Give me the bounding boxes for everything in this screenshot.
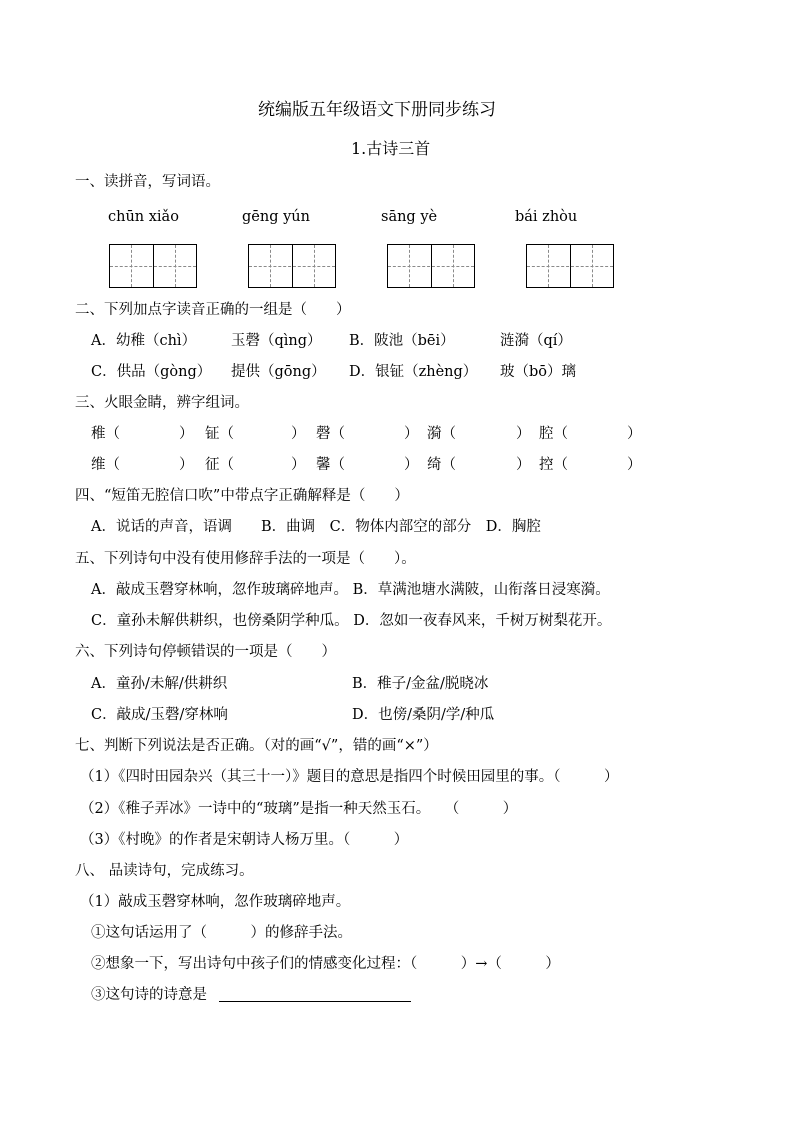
q3-r2-close-2: ） [291, 457, 306, 473]
pinyin-1: chūn xiǎo [108, 209, 179, 225]
q6-heading: 六、下列诗句停顿错误的一项是（ ） [75, 644, 336, 660]
q6-option-c: C．敲成/玉磬/穿林响 [91, 707, 228, 723]
q8-sub-3: ③这句诗的诗意是 [91, 987, 207, 1003]
q3-heading: 三、火眼金睛，辨字组词。 [75, 395, 249, 411]
q8-heading: 八、 品读诗句，完成练习。 [75, 863, 254, 879]
writing-grid-2[interactable] [248, 244, 336, 288]
q3-r1-close-3: ） [404, 426, 419, 442]
q3-r2-close-4: ） [516, 457, 531, 473]
writing-grid-4[interactable] [526, 244, 614, 288]
q8-sub-1: ①这句话运用了（ ）的修辞手法。 [91, 925, 352, 941]
q3-r1-close-2: ） [291, 426, 306, 442]
q2-option-c2: 提供（gōng） [231, 364, 326, 380]
q6-option-a: A．童孙/未解/供耕织 [91, 676, 228, 692]
q8-poem-line: （1）敲成玉磬穿林响，忽作玻璃碎地声。 [80, 894, 351, 910]
q1-heading: 一、读拼音，写词语。 [75, 174, 220, 190]
q5-heading: 五、下列诗句中没有使用修辞手法的一项是（ ）。 [75, 551, 416, 567]
q2-option-d1: D．银钲（zhèng） [349, 364, 478, 380]
q3-r2-close-3: ） [404, 457, 419, 473]
q2-option-a1: A．幼稚（chì） [91, 333, 197, 349]
q5-options-cd: C．童孙未解供耕织，也傍桑阴学种瓜。 D．忽如一夜春风来，千树万树梨花开。 [91, 613, 612, 629]
pinyin-4: bái zhòu [515, 209, 578, 225]
q3-r1-close-5: ） [627, 426, 642, 442]
q3-r1-char-1: 稚（ [91, 426, 120, 442]
q3-r2-char-3: 馨（ [316, 457, 345, 473]
q6-option-b: B．稚子/金盆/脱晓冰 [352, 676, 489, 692]
q3-r2-char-2: 征（ [205, 457, 234, 473]
q4-heading: 四、“短笛无腔信口吹”中带点字正确解释是（ ） [75, 488, 409, 504]
q6-option-d: D．也傍/桑阴/学/种瓜 [352, 707, 495, 723]
q3-r1-char-2: 钲（ [205, 426, 234, 442]
pinyin-2: gēng yún [242, 209, 310, 225]
q7-item-1: （1）《四时田园杂兴（其三十一）》题目的意思是指四个时候田园里的事。（ ） [80, 769, 619, 785]
q2-option-a2: 玉磬（qìng） [231, 333, 322, 349]
writing-grid-1[interactable] [109, 244, 197, 288]
q7-item-2: （2）《稚子弄冰》一诗中的“玻璃”是指一种天然玉石。 （ ） [80, 801, 518, 817]
lesson-title: 1.古诗三首 [351, 139, 431, 158]
page-title: 统编版五年级语文下册同步练习 [258, 100, 496, 120]
q5-options-ab: A．敲成玉磬穿林响，忽作玻璃碎地声。 B．草满池塘水满陂，山衔落日浸寒漪。 [91, 582, 610, 598]
q2-heading: 二、下列加点字读音正确的一组是（ ） [75, 302, 351, 318]
q3-r1-char-4: 漪（ [427, 426, 456, 442]
answer-blank-line[interactable] [219, 1001, 411, 1002]
q2-option-b1: B．陂池（bēi） [349, 333, 455, 349]
q3-r2-char-5: 控（ [539, 457, 568, 473]
q3-r2-close-5: ） [627, 457, 642, 473]
q3-r1-char-5: 腔（ [539, 426, 568, 442]
q8-sub-2: ②想象一下，写出诗句中孩子们的情感变化过程：（ ）→（ ） [91, 956, 560, 972]
writing-grid-3[interactable] [387, 244, 475, 288]
q3-r1-close-1: ） [179, 426, 194, 442]
q7-heading: 七、判断下列说法是否正确。（对的画“√”，错的画“×”） [75, 738, 438, 754]
q4-options: A．说话的声音，语调 B．曲调 C．物体内部空的部分 D．胸腔 [91, 519, 541, 535]
q3-r2-char-1: 维（ [91, 457, 120, 473]
pinyin-3: sāng yè [381, 209, 438, 225]
q7-item-3: （3）《村晚》的作者是宋朝诗人杨万里。（ ） [80, 832, 409, 848]
q2-option-b2: 涟漪（qí） [500, 333, 572, 349]
q3-r2-close-1: ） [179, 457, 194, 473]
q2-option-c1: C．供品（gòng） [91, 364, 212, 380]
q3-r2-char-4: 绮（ [427, 457, 456, 473]
q3-r1-close-4: ） [516, 426, 531, 442]
q3-r1-char-3: 磬（ [316, 426, 345, 442]
q2-option-d2: 玻（bō）璃 [500, 364, 577, 380]
